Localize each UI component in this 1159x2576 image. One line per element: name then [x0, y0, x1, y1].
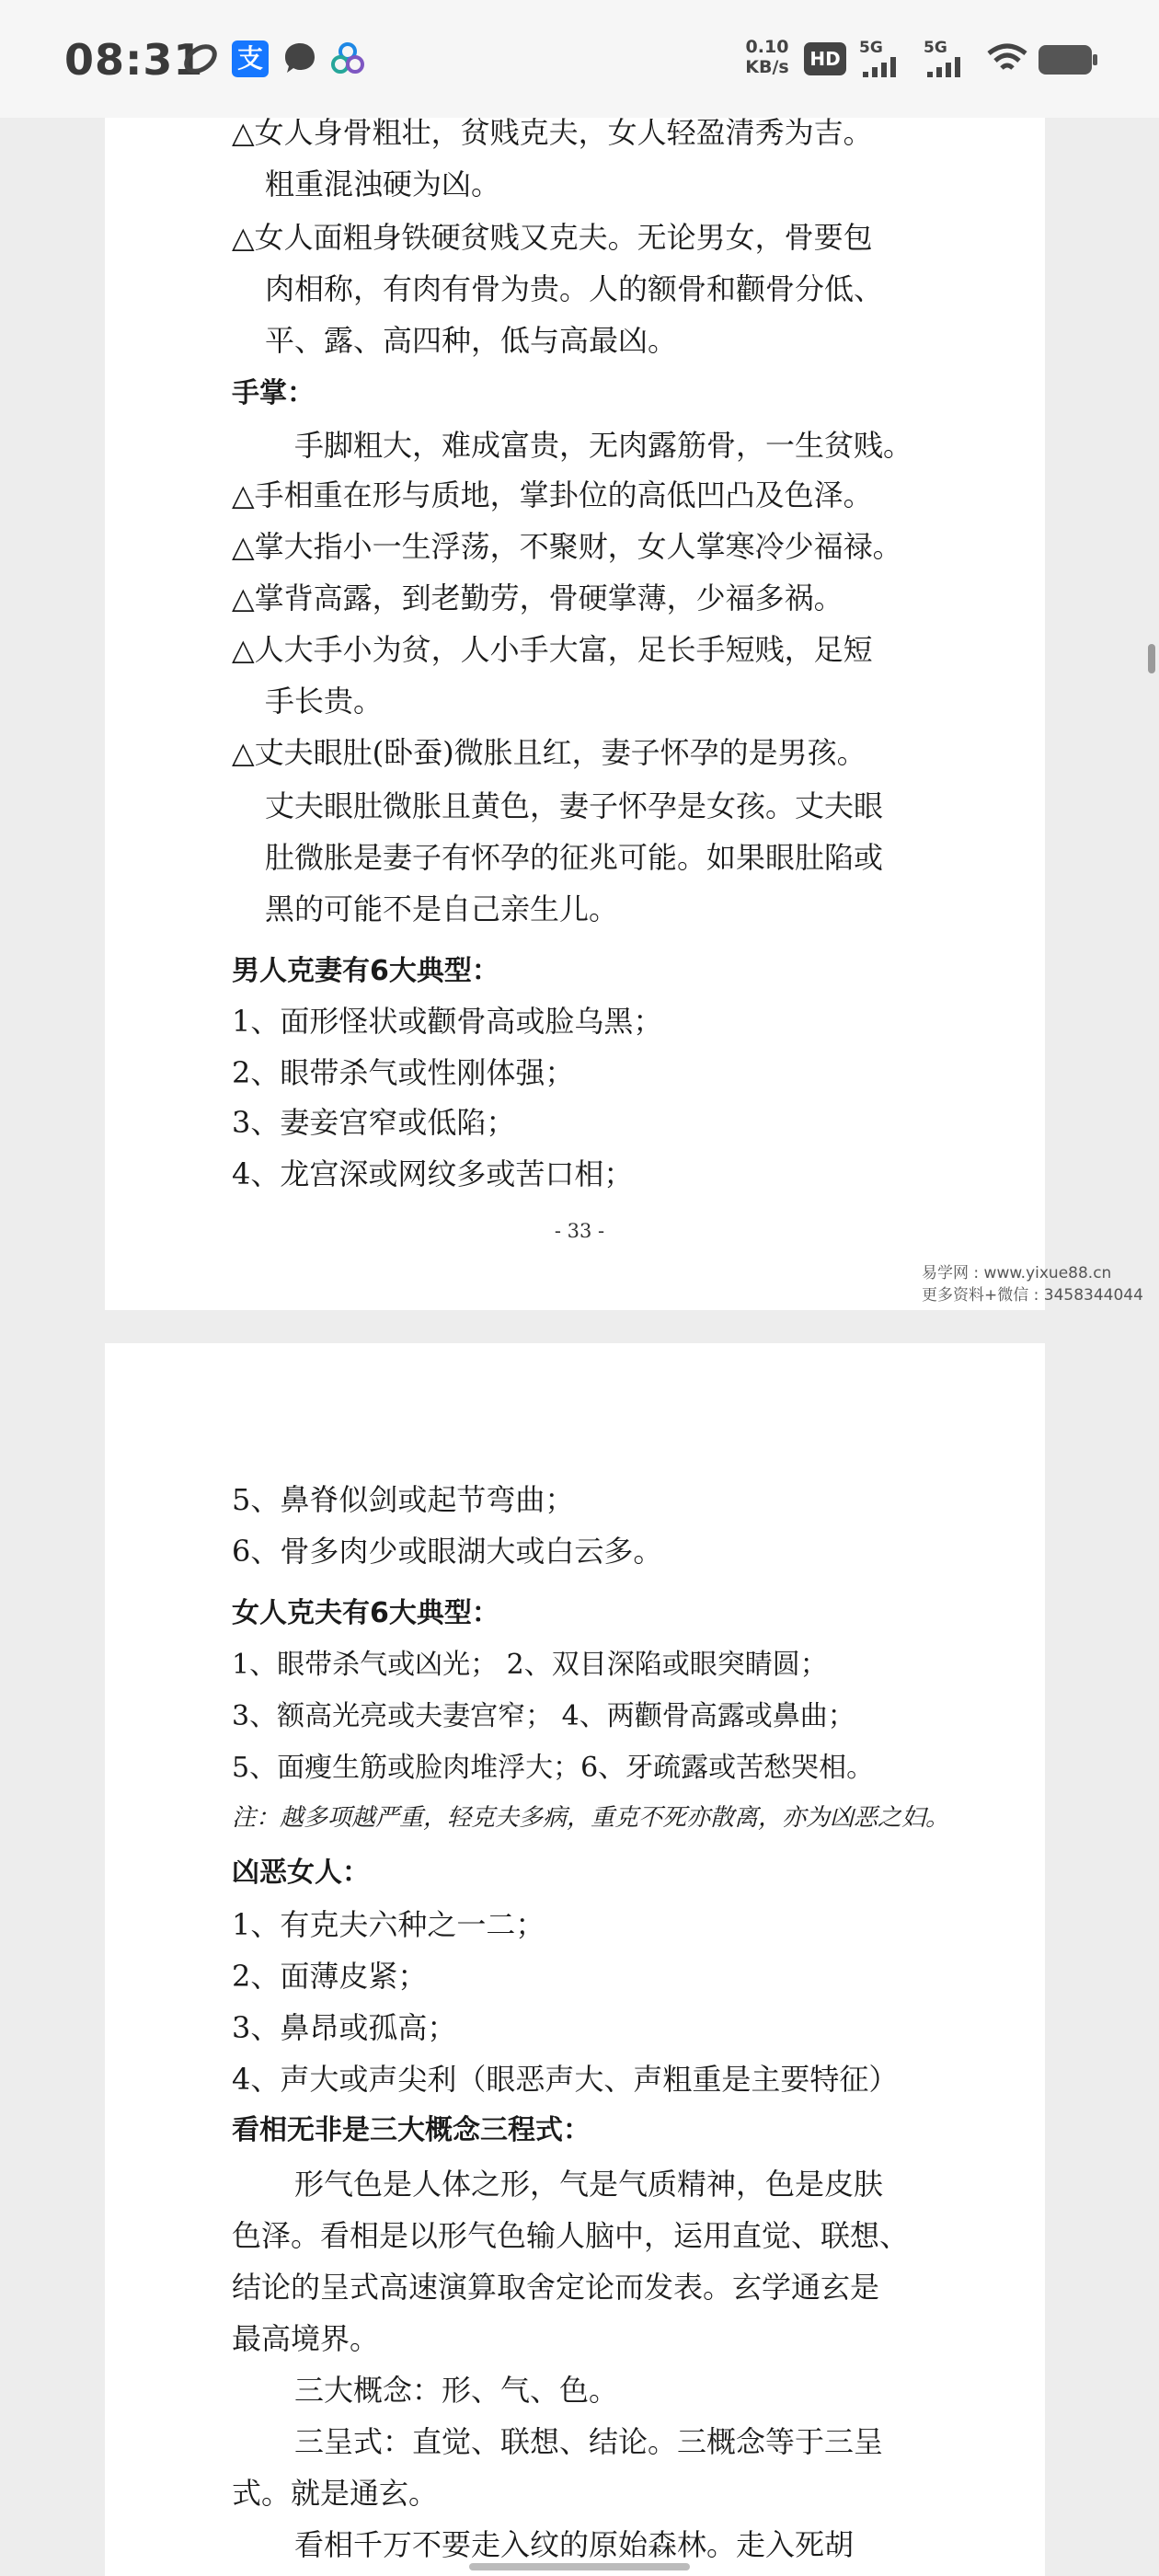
- text-line: 手长贵。: [265, 684, 384, 719]
- list-item: 4、声大或声尖利（眼恶声大、声粗重是主要特征）: [232, 2062, 899, 2097]
- page-number: - 33 -: [554, 1220, 605, 1242]
- text-line: 三大概念：形、气、色。: [294, 2373, 619, 2408]
- text-line: 形气色是人体之形，气是气质精神，色是皮肤: [294, 2167, 884, 2202]
- list-item: 3、妻妾宫窄或低陷；: [232, 1105, 516, 1140]
- home-indicator[interactable]: [469, 2563, 690, 2570]
- text-line: △掌背高露，到老勤劳，骨硬掌薄，少福多祸。: [232, 581, 843, 615]
- text-line: 最高境界。: [232, 2321, 380, 2356]
- section-heading: 看相无非是三大概念三程式：: [232, 2114, 591, 2146]
- watermark-line: 易学网 : www.yixue88.cn: [922, 1264, 1112, 1282]
- chat-bubble-icon: [281, 40, 318, 77]
- text-line: △女人身骨粗壮，贫贱克夫，女人轻盈清秀为吉。: [232, 115, 873, 150]
- alipay-glyph: 支: [236, 43, 263, 74]
- text-line: △女人面粗身铁硬贫贱又克夫。无论男女，骨要包: [232, 220, 873, 255]
- list-item: 2、面薄皮紧；: [232, 1959, 428, 1994]
- list-item: 2、眼带杀气或性刚体强；: [232, 1055, 575, 1090]
- text-line: △掌大指小一生浮荡，不聚财，女人掌寒冷少福禄。: [232, 529, 902, 564]
- signal-bars-icon: [863, 57, 903, 77]
- scrollbar-handle[interactable]: [1148, 644, 1155, 673]
- sim2-signal: [924, 39, 947, 57]
- text-line: △手相重在形与质地，掌卦位的高低凹凸及色泽。: [232, 477, 873, 512]
- clock: 08:31: [64, 35, 204, 85]
- app-cluster-icon: [329, 40, 366, 77]
- sim1-label: 5G: [859, 39, 883, 57]
- text-line: 三呈式：直觉、联想、结论。三概念等于三呈: [294, 2424, 884, 2459]
- text-line: 平、露、高四种，低与高最凶。: [265, 323, 678, 358]
- battery-icon: [1038, 44, 1098, 75]
- wifi-icon: [986, 42, 1028, 75]
- watermark-line: 更多资料+微信 : 3458344044: [922, 1286, 1143, 1305]
- network-speed: [740, 37, 795, 77]
- list-item: 1、有克夫六种之一二；: [232, 1907, 545, 1942]
- list-item: 5、鼻脊似剑或起节弯曲；: [232, 1482, 575, 1517]
- status-bar: [0, 0, 1159, 118]
- hd-badge: HD: [804, 42, 846, 75]
- list-item: 6、骨多肉少或眼湖大或白云多。: [232, 1534, 663, 1569]
- list-item: 1、面形怪状或颧骨高或脸乌黑；: [232, 1004, 663, 1039]
- text-line: 色泽。看相是以形气色输人脑中，运用直觉、联想、: [232, 2218, 910, 2253]
- text-line: 手脚粗大，难成富贵，无肉露筋骨，一生贫贱。: [294, 428, 913, 463]
- cloud-sync-icon: [182, 40, 219, 77]
- text-line: 看相千万不要走入纹的原始森林。走入死胡: [294, 2527, 855, 2562]
- note-text: 注：越多项越严重，轻克夫多病，重克不死亦散离，亦为凶恶之妇。: [232, 1804, 950, 1832]
- network-speed-value: 0.10: [745, 37, 789, 57]
- text-line: 黑的可能不是自己亲生儿。: [265, 891, 619, 926]
- section-heading: 男人克妻有6大典型：: [232, 955, 499, 987]
- text-line: △人大手小为贫，人小手大富，足长手短贱，足短: [232, 632, 873, 667]
- text-line: 结论的呈式高速演算取舍定论而发表。玄学通玄是: [232, 2270, 880, 2305]
- list-item: 1、眼带杀气或凶光； 2、双目深陷或眼突睛圆；: [232, 1649, 828, 1681]
- text-line: △丈夫眼肚(卧蚕)微胀且红，妻子怀孕的是男孩。: [232, 735, 866, 770]
- list-item: 3、鼻昂或孤高；: [232, 2010, 457, 2045]
- watermark: [922, 1262, 1159, 1306]
- signal-bars-icon: [927, 57, 968, 77]
- network-speed-unit: KB/s: [745, 57, 789, 77]
- text-line: 式。就是通玄。: [232, 2476, 439, 2511]
- section-heading: 女人克夫有6大典型：: [232, 1597, 499, 1629]
- sim1-signal: [859, 39, 883, 57]
- text-line: 肚微胀是妻子有怀孕的征兆可能。如果眼肚陷或: [265, 840, 884, 875]
- sim2-label: 5G: [924, 39, 947, 57]
- section-heading: 凶恶女人：: [232, 1857, 370, 1889]
- list-item: 5、面瘦生筋或脸肉堆浮大；6、牙疏露或苦愁哭相。: [232, 1752, 875, 1784]
- alipay-icon: [232, 40, 269, 77]
- text-line: 粗重混浊硬为凶。: [265, 167, 501, 201]
- text-line: 丈夫眼肚微胀且黄色，妻子怀孕是女孩。丈夫眼: [265, 788, 884, 823]
- list-item: 4、龙宫深或网纹多或苦口相；: [232, 1156, 634, 1191]
- list-item: 3、额高光亮或夫妻宫窄； 4、两颧骨高露或鼻曲；: [232, 1700, 855, 1732]
- section-heading: 手掌：: [232, 377, 315, 409]
- text-line: 肉相称，有肉有骨为贵。人的额骨和颧骨分低、: [265, 271, 884, 306]
